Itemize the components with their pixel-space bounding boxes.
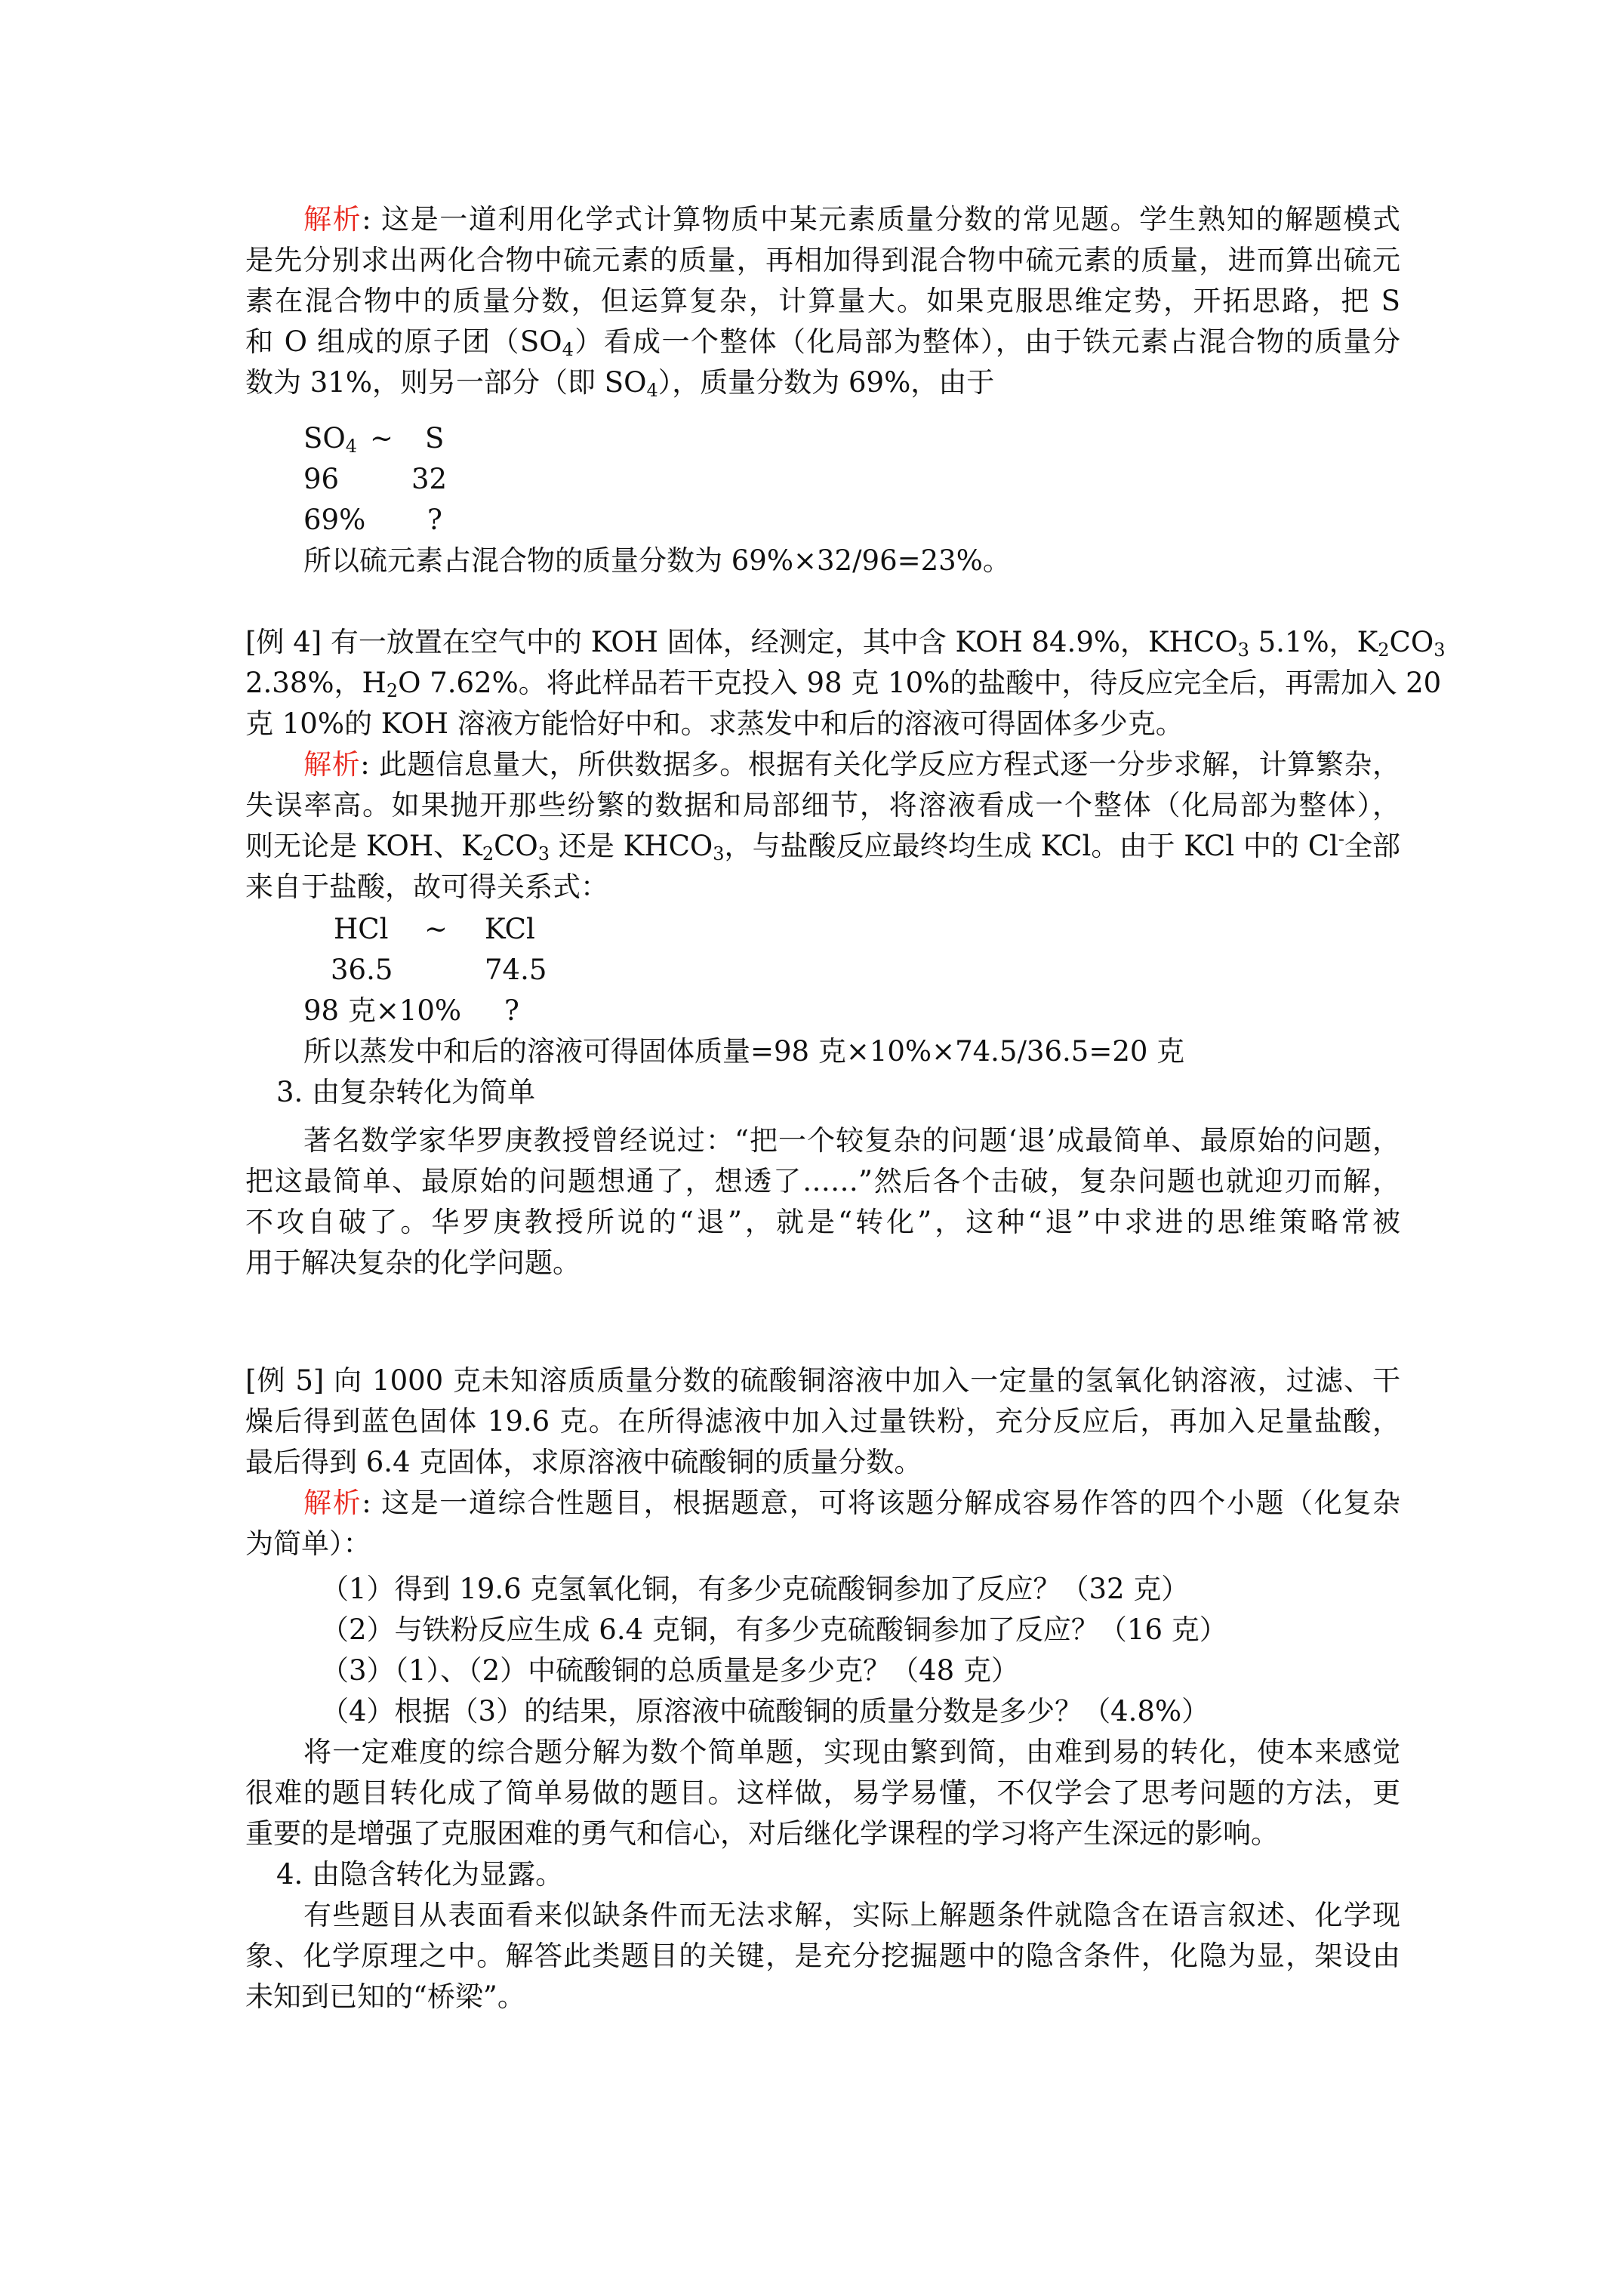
analysis-label: 解析	[303, 1487, 362, 1519]
text-line: 失误率高。如果抛开那些纷繁的数据和局部细节，将溶液看成一个整体（化局部为整体），	[245, 789, 1400, 821]
result-line: 所以硫元素占混合物的质量分数为 69%×32/96=23%。	[303, 544, 1011, 577]
text-line: 很难的题目转化成了简单易做的题目。这样做，易学易懂，不仅学会了思考问题的方法，更	[245, 1777, 1400, 1809]
relation-value: 98 克×10%	[303, 994, 462, 1027]
section-heading-4: 4. 由隐含转化为显露。	[276, 1858, 564, 1891]
sub-question: （4）根据（3）的结果，原溶液中硫酸铜的质量分数是多少？（4.8%）	[321, 1695, 1210, 1727]
analysis-paragraph-2-line: 解析: 此题信息量大，所供数据多。根据有关化学反应方程式逐一分步求解，计算繁杂，	[303, 748, 1400, 781]
relation-formula-hcl: HCl	[334, 913, 389, 945]
text-line: 用于解决复杂的化学问题。	[245, 1247, 581, 1279]
text-line: 把这最简单、最原始的问题想通了，想透了……”然后各个击破，复杂问题也就迎刃而解，	[245, 1165, 1400, 1197]
text-line: 是先分别求出两化合物中硫元素的质量，再相加得到混合物中硫元素的质量，进而算出硫元	[245, 244, 1400, 276]
relation-tilde: ~	[370, 422, 394, 455]
relation-tilde: ~	[424, 913, 448, 945]
text-line: 和 O 组成的原子团$(SO_4)$看成一个整体（化局部为整体），由于铁元素占混合物的质量分	[245, 325, 1400, 360]
text-line: 数为 31%，则另一部分（即 $SO_4$），质量分数为 69%，由于	[245, 366, 995, 401]
relation-unknown: ?	[504, 994, 519, 1027]
analysis-paragraph-1-line: 解析: 这是一道利用化学式计算物质中某元素质量分数的常见题。学生熟知的解题模式	[303, 203, 1400, 236]
text-line: 不攻自破了。华罗庚教授所说的“退”，就是“转化”，这种“退”中求进的思维策略常被	[245, 1206, 1400, 1238]
relation-value: 32	[411, 463, 448, 495]
relation-value: 96	[303, 463, 340, 495]
example-4-line: 2.38%，$H_2O$ 7.62%。将此样品若干克投入 98 克 10%的盐酸中，待反应完全后，再需加入 20	[245, 667, 1442, 701]
relation-unknown: ?	[427, 504, 442, 536]
relation-formula-s: S	[425, 422, 445, 455]
text-line: 来自于盐酸，故可得关系式：	[245, 871, 608, 903]
text-line: 将一定难度的综合题分解为数个简单题，实现由繁到简，由难到易的转化，使本来感觉	[303, 1736, 1400, 1768]
sub-question: （3）（1）、（2）中硫酸铜的总质量是多少克？（48 克）	[321, 1654, 1019, 1687]
section-heading-3: 3. 由复杂转化为简单	[276, 1076, 536, 1108]
text-line: 则无论是 KOH、$K_2CO_3$ 还是 $KHCO_3$，与盐酸反应最终均生成 KCl。由于 KCl 中的 Cl-全部	[245, 828, 1401, 864]
text-line: 有些题目从表面看来似缺条件而无法求解，实际上解题条件就隐含在语言叙述、化学现	[303, 1899, 1400, 1931]
sub-question: （1）得到 19.6 克氢氧化铜，有多少克硫酸铜参加了反应？（32 克）	[321, 1573, 1190, 1605]
analysis-paragraph-3-line: 解析: 这是一道综合性题目，根据题意，可将该题分解成容易作答的四个小题（化复杂	[303, 1487, 1400, 1519]
example-5-line: 燥后得到蓝色固体 19.6 克。在所得滤液中加入过量铁粉，充分反应后，再加入足量盐酸，	[245, 1405, 1400, 1438]
text-line: 为简单）：	[245, 1527, 371, 1560]
text-line: 素在混合物中的质量分数，但运算复杂，计算量大。如果克服思维定势，开拓思路，把 S	[245, 285, 1400, 317]
analysis-label: 解析	[303, 203, 362, 236]
relation-value: 69%	[303, 504, 366, 536]
example-5-line: [例 5] 向 1000 克未知溶质质量分数的硫酸铜溶液中加入一定量的氢氧化钠溶液，过滤、干	[245, 1364, 1400, 1397]
relation-formula-kcl: KCl	[485, 913, 535, 945]
result-line: 所以蒸发中和后的溶液可得固体质量=98 克×10%×74.5/36.5=20 克	[303, 1035, 1185, 1068]
text-line: 未知到已知的“桥梁”。	[245, 1980, 525, 2013]
text-line: 象、化学原理之中。解答此类题目的关键，是充分挖掘题中的隐含条件，化隐为显，架设由	[245, 1940, 1400, 1972]
relation-value: 74.5	[485, 954, 547, 986]
text-line: 重要的是增强了克服困难的勇气和信心，对后继化学课程的学习将产生深远的影响。	[245, 1817, 1279, 1850]
analysis-label: 解析	[303, 748, 361, 781]
relation-formula-so4: $SO_4$	[303, 422, 357, 457]
text-line: 著名数学家华罗庚教授曾经说过：“把一个较复杂的问题‘退’成最简单、最原始的问题，	[303, 1124, 1400, 1157]
example-4-line: [例 4] 有一放置在空气中的 KOH 固体，经测定，其中含 KOH 84.9%，$KHCO_3$ 5.1%，$K_2CO_3$	[245, 626, 1446, 661]
sub-question: （2）与铁粉反应生成 6.4 克铜，有多少克硫酸铜参加了反应？（16 克）	[321, 1613, 1227, 1646]
example-5-line: 最后得到 6.4 克固体，求原溶液中硫酸铜的质量分数。	[245, 1446, 922, 1478]
example-4-line: 克 10%的 KOH 溶液方能恰好中和。求蒸发中和后的溶液可得固体多少克。	[245, 707, 1184, 740]
relation-value: 36.5	[331, 954, 393, 986]
